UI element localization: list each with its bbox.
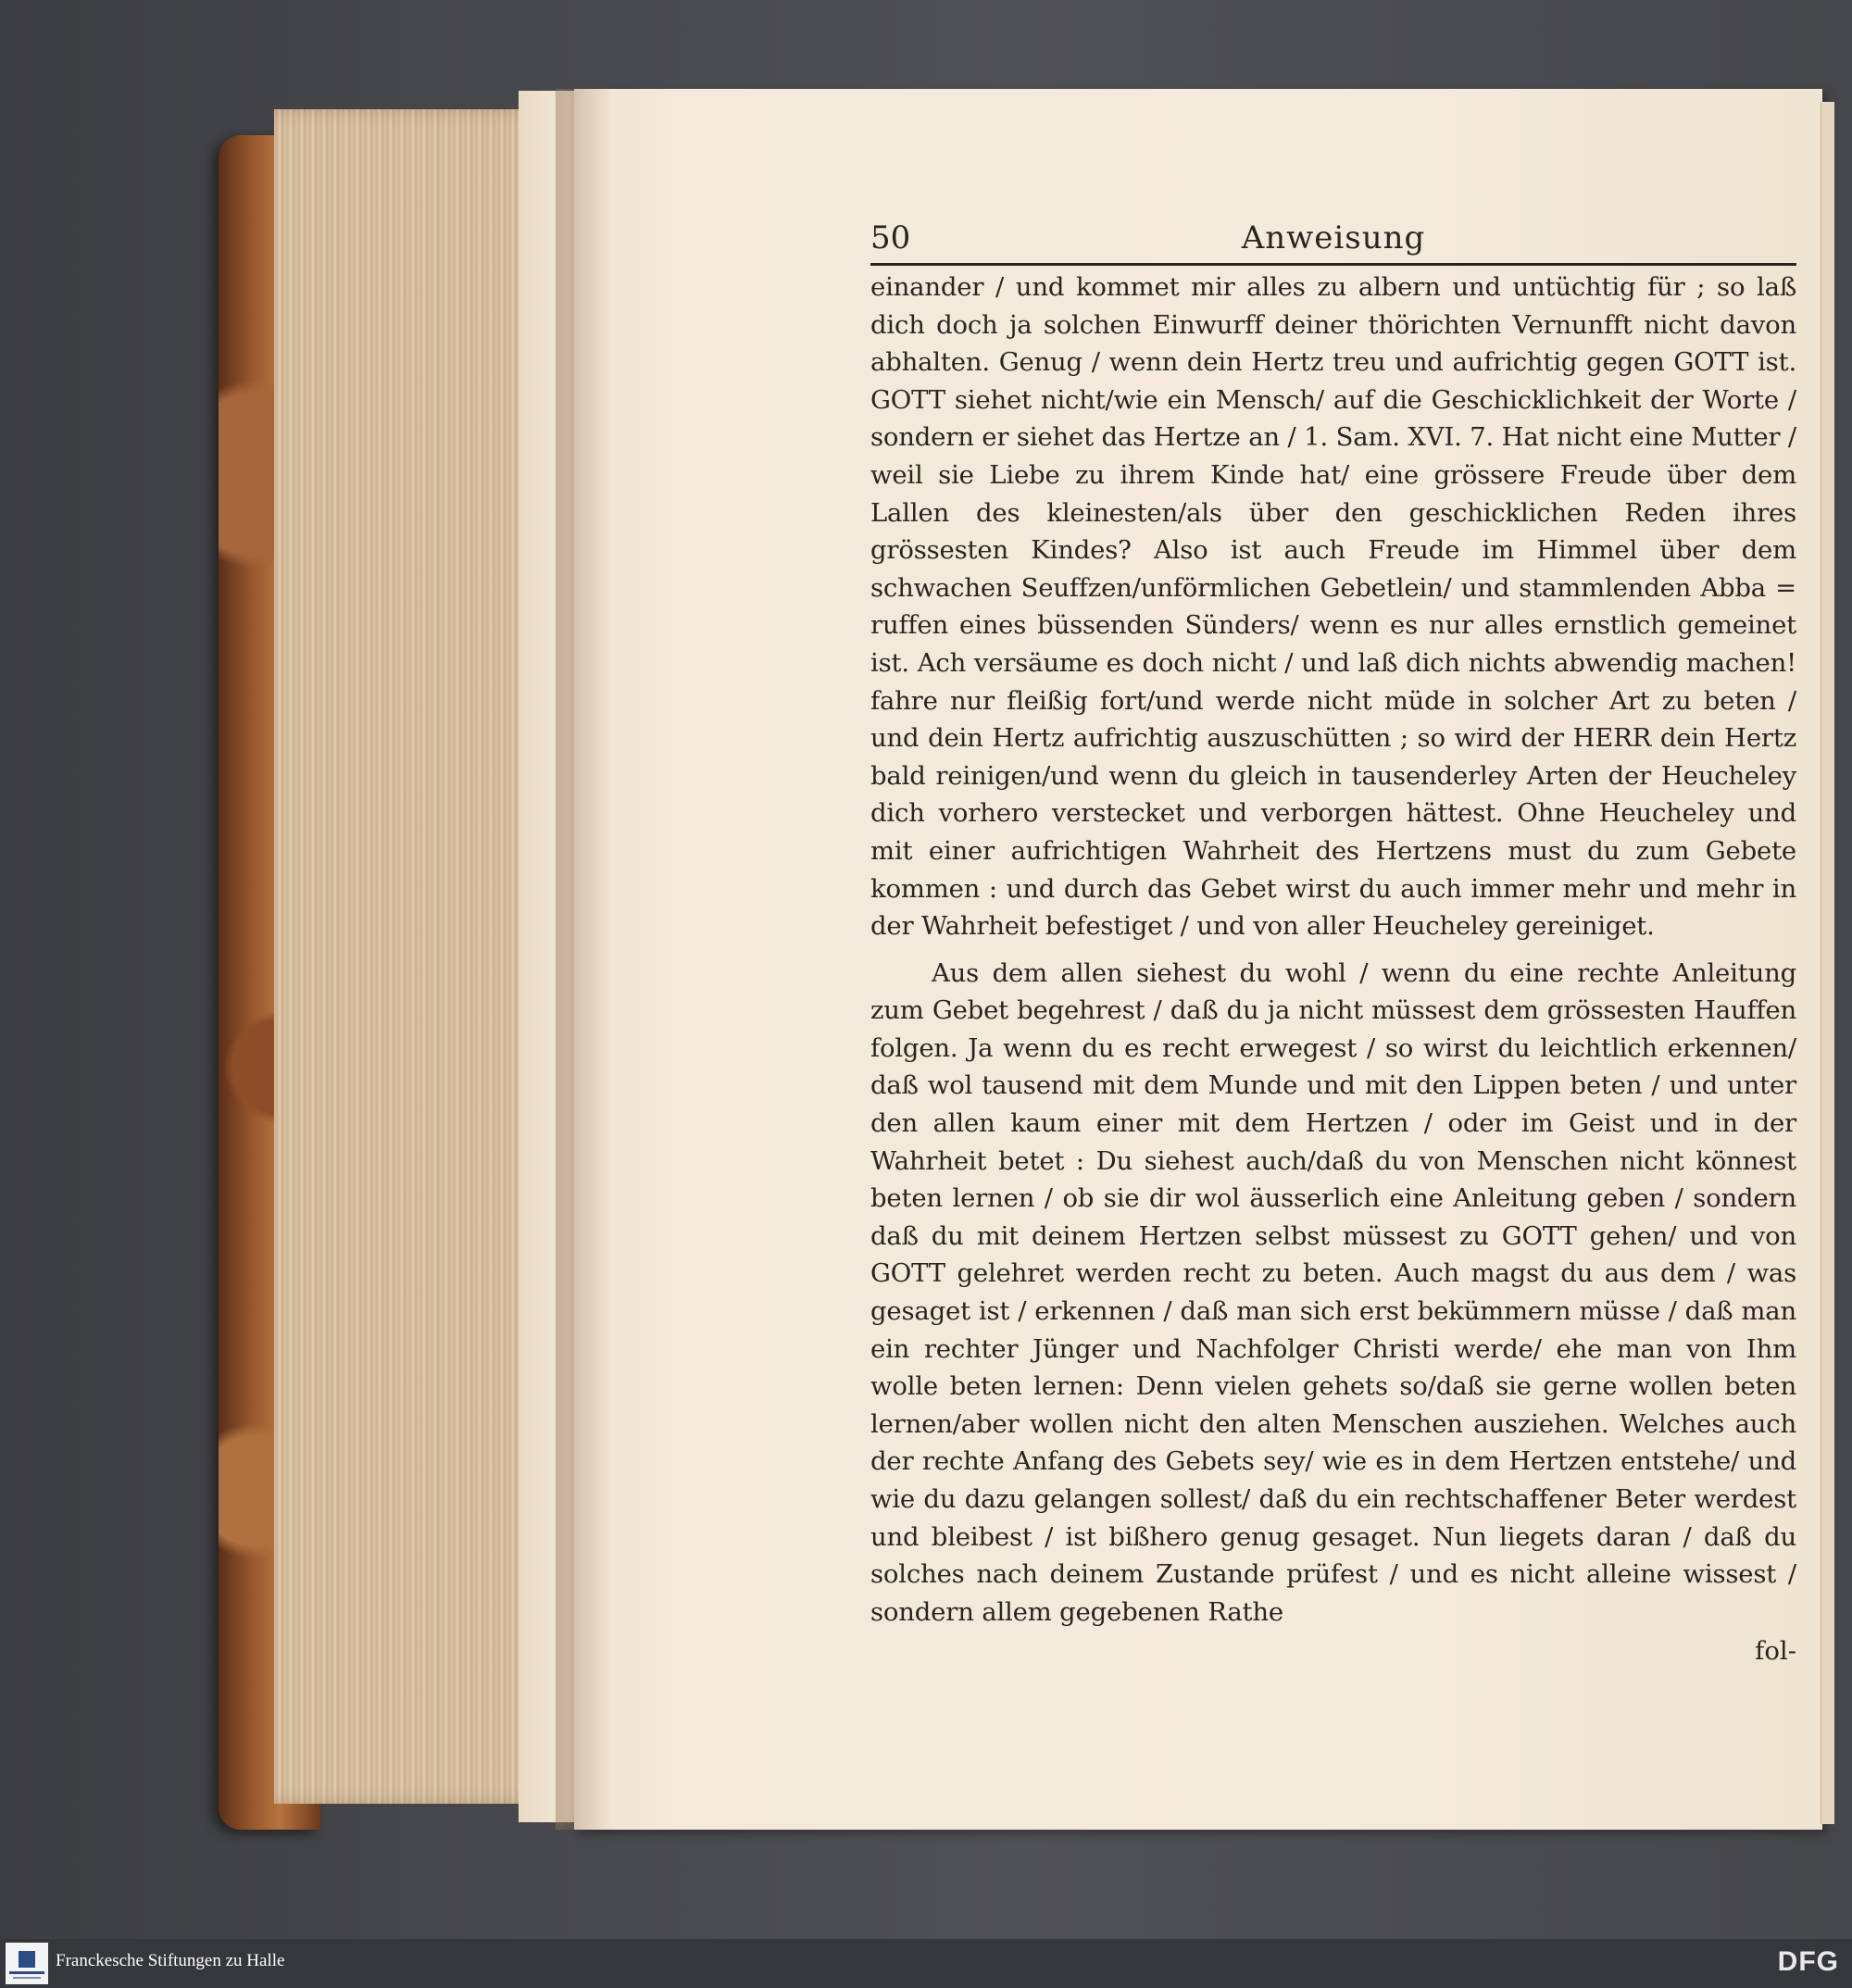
dfg-logo[interactable]: DFG [1777,1946,1839,1977]
catchword: fol- [1755,1636,1796,1667]
gutter-shadow [556,89,611,1830]
running-title: Anweisung [1241,219,1426,256]
paragraph: Aus dem allen siehest du wohl / wenn du eine rechte Anleitung zum Gebet begehrest / daß du ja nicht müssest dem grössesten Hauffen folgen. Ja wenn du es recht erwegest / so wirst du leichtlich erkennen/ daß wol tausend mit dem Munde und mit den Lippen beten / und unter den allen kaum einer mit dem Hertzen / oder im Geist und in der Wahrheit betet : Du siehest auch/daß du von Menschen nicht könnest beten lernen / ob sie dir wol äusserlich eine Anleitung geben / sondern daß du mit deinem Hertzen selbst müssest zu GOTT gehen/ und von GOTT gelehret werden recht zu beten. Auch magst du aus dem / was gesaget ist / erkennen / daß man sich erst bekümmern müsse / daß man ein rechter Jünger und Nachfolger Christi werde/ ehe man von Ihm wolle beten lernen: Denn vielen gehets so/daß sie gerne wollen beten lernen/aber wollen nicht den alten Menschen ausziehen. Welches auch der rechte Anfang des Gebets sey/ wie es in dem Hertzen entstehe/ und wie du dazu gelangen sollest/ daß du ein rechtschaffener Beter werdest und bleibest / ist bißhero genug gesaget. Nun liegets daran / daß du solches nach deinem Zustande prüfest / und es nicht alleine wissest / sondern allem gegebenen Rathe [870,957,1796,1627]
page-text-block [870,219,1796,1669]
running-head [870,219,1796,261]
paragraph: einander / und kommet mir alles zu albern und untüchtig für ; so laß dich doch ja solchen Einwurff deiner thörichten Vernunfft nicht davon abhalten. Genug / wenn dein Hertz treu und aufrichtig gegen GOTT ist. GOTT siehet nicht/wie ein Mensch/ auf die Geschicklichkeit der Worte / sondern er siehet das Hertze an / 1. Sam. XVI. 7. Hat nicht eine Mutter / weil sie Liebe zu ihrem Kinde hat/ eine grössere Freude über dem Lallen des kleinesten/als über den geschicklichen Reden ihres grössesten Kindes? Also ist auch Freude im Himmel über dem schwachen Seuffzen/unförmlichen Gebetlein/ und stammlenden Abba = ruffen eines büssenden Sünders/ wenn es nur alles ernstlich gemeinet ist. Ach versäume es doch nicht / und laß dich nichts abwendig machen! fahre nur fleißig fort/und werde nicht müde in solcher Art zu beten / und dein Hertz aufrichtig auszuschütten ; so wird der HERR dein Hertz bald reinigen/und wenn du gleich in tausenderley Arten der Heucheley dich vorhero verstecket und verborgen hättest. Ohne Heucheley und mit einer aufrichtigen Wahrheit des Hertzens must du zum Gebete kommen : und durch das Gebet wirst du auch immer mehr und mehr in der Wahrheit befestiget / und von aller Heucheley gereiniget. [870,272,1796,942]
viewer-footer [0,1939,1852,1988]
page-number: 50 [870,219,911,256]
next-page-edge [1821,102,1834,1824]
francke-foundations-logo-icon[interactable] [6,1943,48,1984]
institution-name[interactable]: Franckesche Stiftungen zu Halle [56,1951,285,1970]
head-rule [870,263,1796,266]
